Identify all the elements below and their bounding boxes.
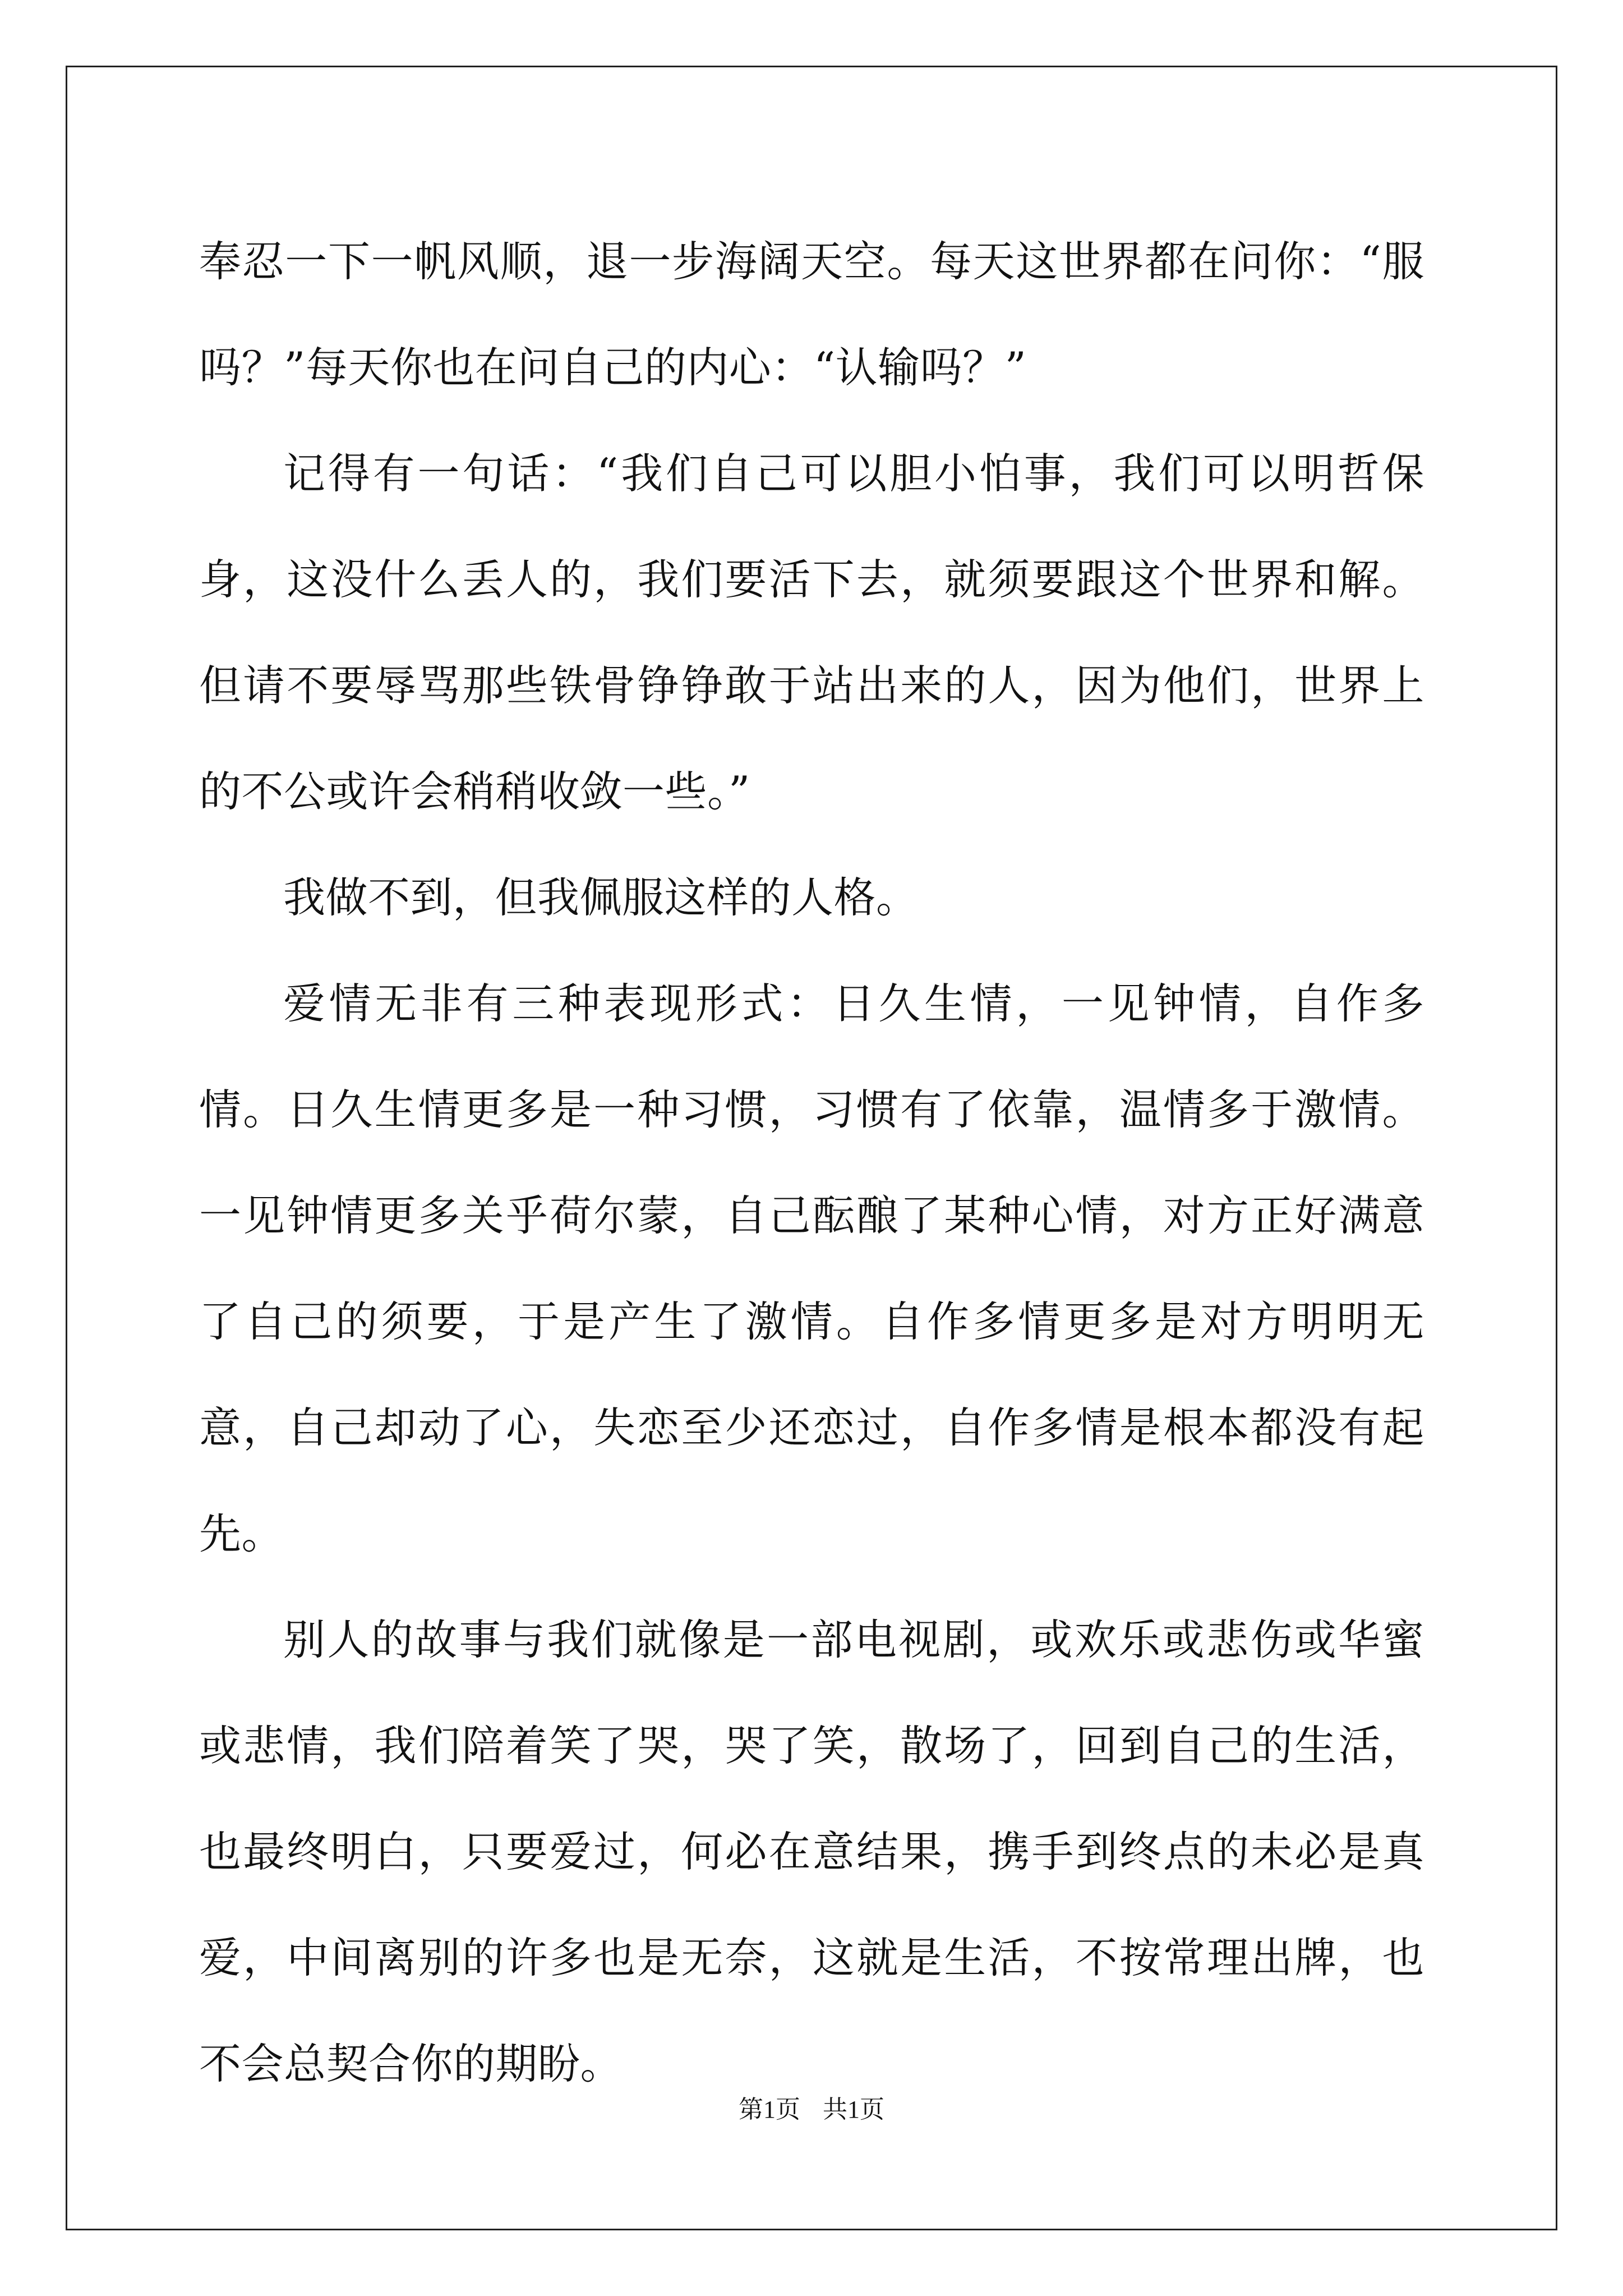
page-number-current: 第1页 <box>739 2096 800 2123</box>
paragraph-1: 奉忍一下一帆风顺，退一步海阔天空。每天这世界都在问你：“服吗？”每天你也在问自己的内心：“认输吗？” <box>199 237 1424 392</box>
paragraph-2: 记得有一句话：“我们自己可以胆小怕事，我们可以明哲保身，这没什么丢人的，我们要活下去，就须要跟这个世界和解。但请不要辱骂那些铁骨铮铮敢于站出来的人，因为他们，世界上的不公或许会稍稍收敛一些。” <box>199 449 1424 816</box>
page-number-total: 共1页 <box>823 2096 884 2123</box>
document-body <box>199 209 1424 2117</box>
paragraph-4: 爱情无非有三种表现形式：日久生情，一见钟情，自作多情。日久生情更多是一种习惯，习惯有了依靠，温情多于激情。一见钟情更多关乎荷尔蒙，自己酝酿了某种心情，对方正好满意了自己的须要，于是产生了激情。自作多情更多是对方明明无意，自己却动了心，失恋至少还恋过，自作多情是根本都没有起先。 <box>199 979 1424 1558</box>
page-footer <box>0 2089 1623 2125</box>
paragraph-3: 我做不到，但我佩服这样的人格。 <box>283 873 919 922</box>
paragraph-5: 别人的故事与我们就像是一部电视剧，或欢乐或悲伤或华蜜或悲情，我们陪着笑了哭，哭了笑，散场了，回到自己的生活，也最终明白，只要爱过，何必在意结果，携手到终点的未必是真爱，中间离别的许多也是无奈，这就是生活，不按常理出牌，也不会总契合你的期盼。 <box>199 1615 1424 2088</box>
